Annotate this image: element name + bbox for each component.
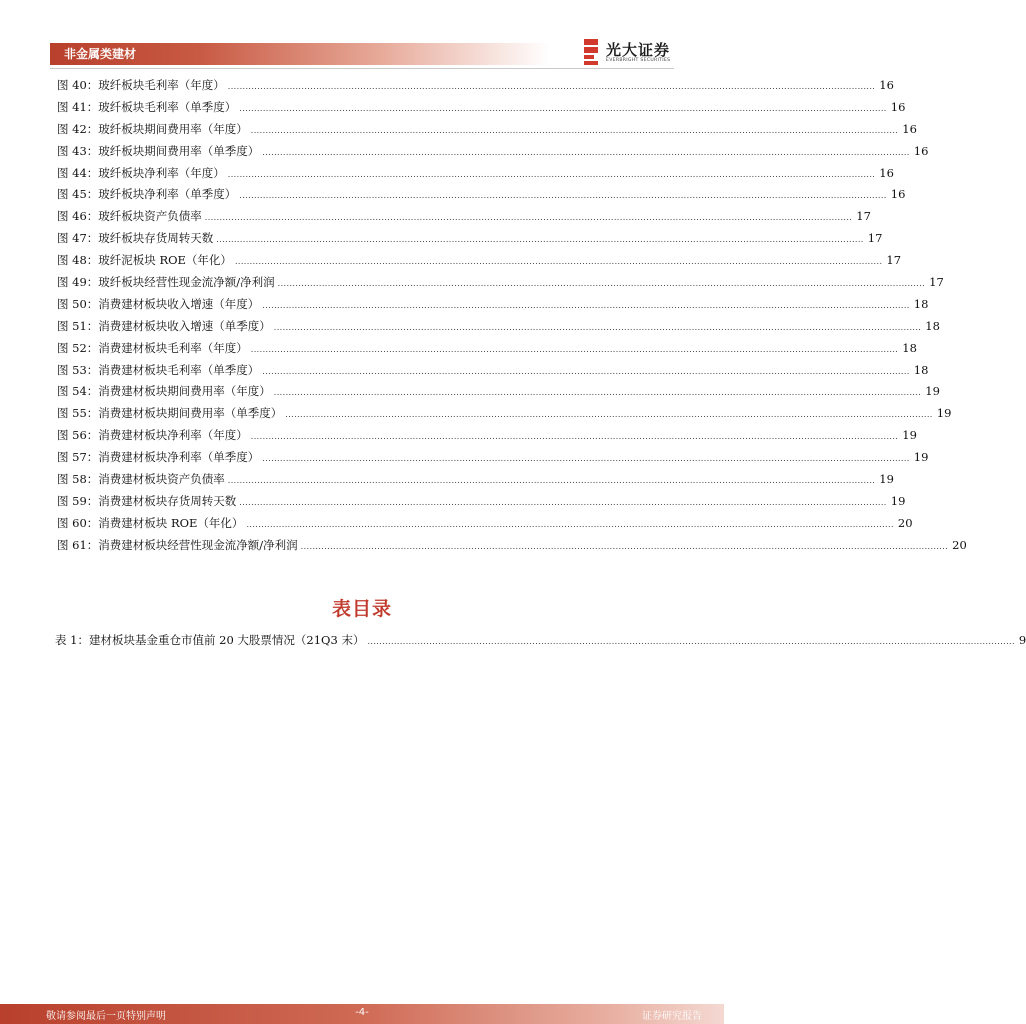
figure-entry[interactable] xyxy=(57,141,929,163)
figure-entry-page: 19 xyxy=(913,450,929,465)
figure-entry[interactable] xyxy=(57,206,871,228)
figure-entry-label: 图 58：消费建材板块资产负债率 xyxy=(57,472,225,487)
dot-leader: ............................................................................................................................................................................................................................ xyxy=(262,366,910,376)
logo-text: 光大证券 xyxy=(606,41,671,59)
table-entry-label: 表 1：建材板块基金重仓市值前 20 大股票情况（21Q3 末） xyxy=(55,633,365,647)
figure-entry-page: 16 xyxy=(879,78,894,92)
figure-entry-label: 图 56：消费建材板块净利率（年度） xyxy=(57,428,248,443)
dot-leader: ............................................................................................................................................................................................................................ xyxy=(216,235,864,245)
figure-entry-page: 18 xyxy=(913,362,929,377)
dot-leader: ............................................................................................................................................................................................................................ xyxy=(227,476,876,486)
figure-entry-page: 16 xyxy=(890,99,906,114)
figure-entry[interactable] xyxy=(57,403,952,425)
figure-entry-label: 图 46：玻纤板块资产负债率 xyxy=(57,209,202,224)
figure-entry-label: 图 44：玻纤板块净利率（年度） xyxy=(57,165,225,180)
company-logo xyxy=(584,38,694,68)
table-entry[interactable] xyxy=(55,630,1026,652)
table-list-heading: 表目录 xyxy=(331,598,392,620)
figure-entry-page: 17 xyxy=(867,231,883,246)
figure-entry-page: 17 xyxy=(886,253,902,268)
dot-leader: ............................................................................................................................................................................................................................ xyxy=(250,344,899,354)
figure-entry-label: 图 61：消费建材板块经营性现金流净额/净利润 xyxy=(57,537,298,552)
dot-leader: ............................................................................................................................................................................................................................ xyxy=(227,82,876,91)
dot-leader: ............................................................................................................................................................................................................................ xyxy=(239,497,887,507)
figure-entry[interactable] xyxy=(57,228,883,250)
dot-leader: ............................................................................................................................................................................................................................ xyxy=(204,213,853,223)
figure-entry-page: 19 xyxy=(936,406,952,421)
dot-leader: ............................................................................................................................................................................................................................ xyxy=(262,300,910,310)
figure-entry[interactable] xyxy=(57,250,902,272)
dot-leader: ............................................................................................................................................................................................................................ xyxy=(227,169,876,179)
figure-entry-page: 17 xyxy=(856,209,871,224)
figure-entry-page: 19 xyxy=(890,493,906,508)
figure-entry-label: 图 52：消费建材板块毛利率（年度） xyxy=(57,340,248,355)
dot-leader: ............................................................................................................................................................................................................................ xyxy=(250,432,899,442)
section-title: 非金属类建材 xyxy=(64,47,137,61)
figure-entry[interactable] xyxy=(57,338,917,360)
figure-entry-page: 17 xyxy=(929,275,944,290)
figure-entry-page: 16 xyxy=(879,165,894,180)
figure-entry-label: 图 57：消费建材板块净利率（单季度） xyxy=(57,450,260,465)
figure-entry-page: 16 xyxy=(890,187,906,202)
dot-leader: ............................................................................................................................................................................................................................ xyxy=(277,279,926,289)
figure-entry-label: 图 42：玻纤板块期间费用率（年度） xyxy=(57,121,248,136)
figure-entry[interactable] xyxy=(57,535,967,557)
figure-entry[interactable] xyxy=(57,184,906,206)
figure-entry-label: 图 48：玻纤泥板块 ROE（年化） xyxy=(57,253,232,268)
figure-entry-page: 19 xyxy=(902,428,917,443)
table-list xyxy=(55,630,1026,652)
figure-entry-page: 20 xyxy=(952,537,967,552)
dot-leader: ............................................................................................................................................................................................................................ xyxy=(262,147,910,157)
dot-leader: ............................................................................................................................................................................................................................ xyxy=(273,322,922,332)
dot-leader: ............................................................................................................................................................................................................................ xyxy=(367,637,1015,646)
figure-entry-label: 图 51：消费建材板块收入增速（单季度） xyxy=(57,318,271,333)
figure-entry[interactable] xyxy=(57,97,906,119)
table-entry-page: 9 xyxy=(1018,633,1026,647)
footer-disclaimer: 敬请参阅最后一页特别声明 xyxy=(46,1011,166,1022)
dot-leader: ............................................................................................................................................................................................................................ xyxy=(273,388,922,398)
figure-entry-page: 18 xyxy=(925,318,940,333)
footer-report-type: 证券研究报告 xyxy=(642,1011,702,1022)
figure-entry[interactable] xyxy=(57,360,929,382)
figure-entry[interactable] xyxy=(57,294,929,316)
figure-entry[interactable] xyxy=(57,425,917,447)
dot-leader: ............................................................................................................................................................................................................................ xyxy=(250,125,899,135)
dot-leader: ............................................................................................................................................................................................................................ xyxy=(239,191,887,201)
figure-entry[interactable] xyxy=(57,447,929,469)
dot-leader: ............................................................................................................................................................................................................................ xyxy=(234,257,883,267)
figure-entry-label: 图 40：玻纤板块毛利率（年度） xyxy=(57,78,225,92)
figure-entry[interactable] xyxy=(57,316,940,338)
figure-entry-label: 图 59：消费建材板块存货周转天数 xyxy=(57,493,237,508)
dot-leader: ............................................................................................................................................................................................................................ xyxy=(262,454,910,464)
logo-subtext: EVERBRIGHT SECURITIES xyxy=(606,58,671,63)
figure-list xyxy=(57,75,967,557)
figure-entry-page: 19 xyxy=(879,472,894,487)
header-divider xyxy=(50,68,674,69)
figure-entry-page: 19 xyxy=(925,384,940,399)
figure-entry[interactable] xyxy=(57,491,906,513)
figure-entry-page: 16 xyxy=(913,143,929,158)
figure-entry-label: 图 45：玻纤板块净利率（单季度） xyxy=(57,187,237,202)
figure-entry[interactable] xyxy=(57,163,894,185)
dot-leader: ............................................................................................................................................................................................................................ xyxy=(239,103,887,113)
figure-entry[interactable] xyxy=(57,119,917,141)
figure-entry-label: 图 49：玻纤板块经营性现金流净额/净利润 xyxy=(57,275,275,290)
figure-entry[interactable] xyxy=(57,381,940,403)
page-number: -4- xyxy=(355,1007,369,1018)
figure-entry-label: 图 53：消费建材板块毛利率（单季度） xyxy=(57,362,260,377)
figure-entry[interactable] xyxy=(57,469,894,491)
figure-entry-page: 18 xyxy=(902,340,917,355)
figure-entry-page: 18 xyxy=(913,296,929,311)
figure-entry-label: 图 54：消费建材板块期间费用率（年度） xyxy=(57,384,271,399)
figure-entry-label: 图 55：消费建材板块期间费用率（单季度） xyxy=(57,406,283,421)
logo-mark-icon xyxy=(584,39,598,65)
figure-entry[interactable] xyxy=(57,75,894,97)
figure-entry-label: 图 43：玻纤板块期间费用率（单季度） xyxy=(57,143,260,158)
figure-entry-label: 图 50：消费建材板块收入增速（年度） xyxy=(57,296,260,311)
dot-leader: ............................................................................................................................................................................................................................ xyxy=(285,410,933,420)
dot-leader: ............................................................................................................................................................................................................................ xyxy=(300,541,949,551)
dot-leader: ............................................................................................................................................................................................................................ xyxy=(246,519,894,529)
figure-entry[interactable] xyxy=(57,272,944,294)
figure-entry-label: 图 47：玻纤板块存货周转天数 xyxy=(57,231,214,246)
figure-entry-page: 20 xyxy=(897,515,913,530)
figure-entry-page: 16 xyxy=(902,121,917,136)
figure-entry-label: 图 60：消费建材板块 ROE（年化） xyxy=(57,515,244,530)
figure-entry-label: 图 41：玻纤板块毛利率（单季度） xyxy=(57,99,237,114)
figure-entry[interactable] xyxy=(57,513,913,535)
